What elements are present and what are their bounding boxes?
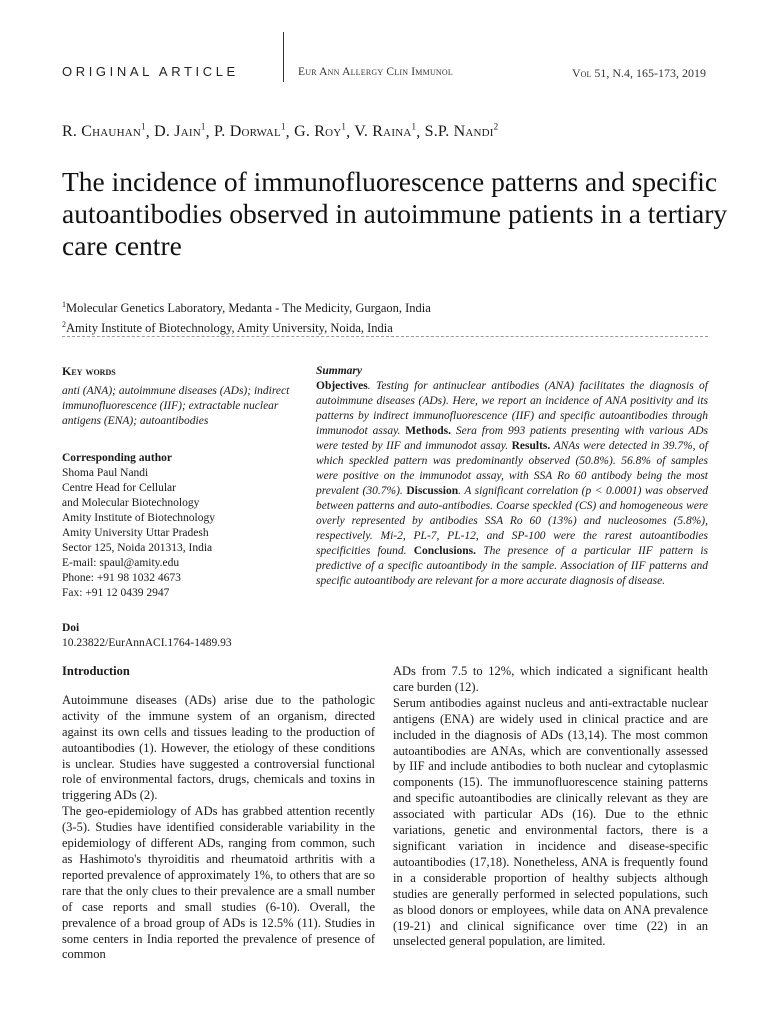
corresponding-line: Shoma Paul Nandi — [62, 467, 149, 479]
affiliations — [62, 297, 431, 336]
conclusions-text: The presence of a particular IIF pattern is predictive of a specific autoantibody in the sample. Association of IIF patterns and specific autoantibody are relevant for a more accurate diagnosis of disease. — [316, 545, 708, 587]
discussion-label: Discussion — [406, 485, 459, 497]
results-text: ANAs were detected in 39.7%, of which speckled pattern was predominantly observed (50.8%). 56.8% of samples were positive on the immunodot assay, with SSA Ro 60 antibody being the most prevalent (30.7%). — [316, 440, 708, 497]
body-paragraph: Autoimmune diseases (ADs) arise due to the pathologic activity of the immune system of an organism, directed against its own cells and tissues leading to the production of autoantibodies (1). However, the etiology of these conditions is unclear. Studies have suggested a controversial functional role of environmental factors, drugs, chemicals and toxins in triggering ADs (2). — [62, 692, 375, 803]
body-paragraph: Serum antibodies against nucleus and anti-extractable nuclear antigens (ENA) are widely used in clinical practice and are included in the diagnosis of ADs (13,14). The most common autoantibodies are ANAs, which are conventionally assessed by IIF and include antibodies to both nuclear and cytoplasmic components (15). The immunofluorescence staining patterns and specific autoantibodies are clinically relevant as they are associated with particular ADs (16). Due to the ethnic variations, genetic and environmental factors, there is a significant variation in incidence and disease-specific autoantibodies (17,18). Nonetheless, ANA is frequently found in a considerable proportion of healthy subjects although studies are generally performed in selected populations, such as blood donors or employees, while data on ANA prevalence (19-21) and clinical significance over time (22) in an unselected general population, are limited. — [393, 695, 708, 949]
header-divider — [283, 32, 284, 82]
corresponding-line: and Molecular Biotechnology — [62, 497, 200, 509]
corresponding-author-details — [62, 466, 292, 601]
corresponding-author-heading: Corresponding author — [62, 452, 173, 464]
results-label: Results. — [511, 440, 551, 452]
corresponding-line: Centre Head for Cellular — [62, 482, 176, 494]
author: G. Roy$^1$ — [294, 122, 347, 141]
body-paragraph: The geo-epidemiology of ADs has grabbed attention recently (3-5). Studies have identified considerable variability in the epidemiology of different ADs, ranging from common, such as Hashimoto's thyroiditis and rheumatoid arthritis with a reported prevalence of approximately 1%, to others that are so rare that the only clues to their prevalence are a small number of case reports and small studies (6-10). Overall, the prevalence of a broad group of ADs is 12.5% (11). Studies in some centers in India reported the prevalence of presence of common — [62, 804, 375, 962]
author: P. Dorwal$^1$ — [213, 122, 286, 141]
body-paragraph: ADs from 7.5 to 12%, which indicated a significant health care burden (12). — [393, 664, 708, 694]
body-column-left — [62, 664, 375, 963]
abstract-summary — [316, 364, 708, 589]
author: D. Jain$^1$ — [154, 122, 206, 141]
author: V. Raina$^1$ — [354, 122, 417, 141]
corresponding-line: Phone: +91 98 1032 4673 — [62, 572, 181, 584]
corresponding-line: Sector 125, Noida 201313, India — [62, 542, 213, 554]
email-line[interactable]: E-mail: spaul@amity.edu — [62, 557, 180, 569]
key-words-heading: Key words — [62, 364, 116, 378]
doi-heading: Doi — [62, 622, 80, 634]
author: S.P. Nandi$^2$ — [424, 122, 499, 141]
affiliation: $^2$Amity Institute of Biotechnology, Amity University, Noida, India — [62, 319, 393, 335]
affiliation: $^1$Molecular Genetics Laboratory, Medanta - The Medicity, Gurgaon, India — [62, 300, 431, 316]
conclusions-label: Conclusions. — [413, 545, 477, 557]
discussion-text: . A significant correlation (p < 0.0001) was observed between patterns and auto-antibodies. Coarse speckled (CS) and homogeneous were overly represented by antibodies SSA Ro 60 (13%) and nucleosomes (5.8%), respectively. Mi-2, PL-7, PL-12, and SP-100 were the rarest autoantibodies specificities found. — [316, 485, 708, 557]
journal-name: Eur Ann Allergy Clin Immunol — [298, 66, 453, 78]
author: R. Chauhan$^1$ — [62, 122, 146, 141]
summary-heading: Summary — [316, 365, 363, 377]
doi-link[interactable]: 10.23822/EurAnnACI.1764-1489.93 — [62, 637, 232, 649]
body-column-right — [393, 664, 708, 950]
corresponding-line: Fax: +91 12 0439 2947 — [62, 587, 170, 599]
corresponding-line: Amity Institute of Biotechnology — [62, 512, 215, 524]
author-list: R. Chauhan$^1$, D. Jain$^1$, P. Dorwal$^1$, G. Roy$^1$, V. Raina$^1$, S.P. Nandi$^2$ — [62, 122, 499, 141]
dashed-divider — [62, 336, 708, 337]
methods-text: Sera from 993 patients presenting with various ADs were tested by IIF and immunodot assay. — [316, 425, 709, 452]
corresponding-line: Amity University Uttar Pradesh — [62, 527, 209, 539]
article-info-column — [62, 364, 292, 651]
objectives-label: Objectives — [316, 380, 368, 392]
article-type-label: ORIGINAL ARTICLE — [62, 64, 239, 79]
summary-body — [316, 379, 708, 589]
methods-label: Methods. — [405, 425, 451, 437]
article-title: The incidence of immunofluorescence patterns and specific autoantibodies observed in autoimmune patients in a tertiary care centre — [62, 166, 728, 261]
key-words-text: anti (ANA); autoimmune diseases (ADs); indirect immunofluorescence (IIF); extractable nuclear antigens (ENA); autoantibodies — [62, 385, 290, 427]
introduction-heading: Introduction — [62, 664, 130, 678]
objectives-text: . Testing for antinuclear antibodies (ANA) facilitates the diagnosis of autoimmune diseases (ADs). Here, we report an incidence of ANA positivity and its patterns by indirect immunofluorescence (IIF) and specific autoantibodies through immunodot assay. — [316, 380, 708, 437]
volume-info: Vol 51, N.4, 165-173, 2019 — [572, 66, 706, 80]
